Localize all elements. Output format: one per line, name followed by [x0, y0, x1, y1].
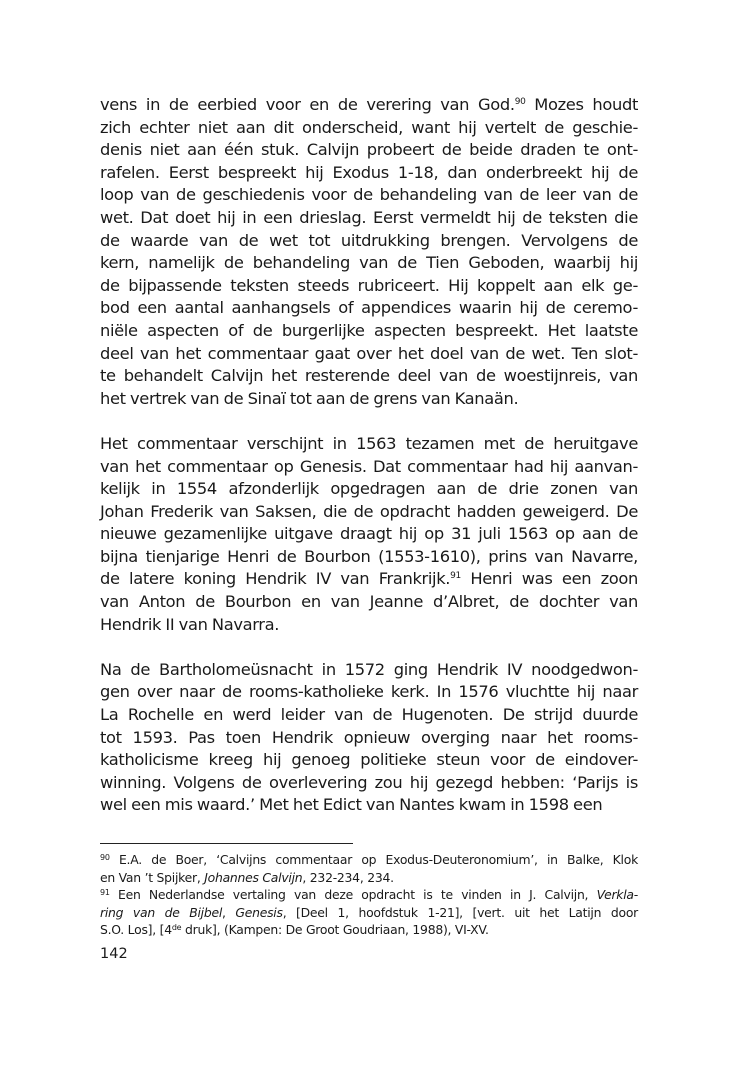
- text-line: winning. Volgens de overlevering zou hij gezegd hebben: ‘Parijs is: [100, 772, 638, 792]
- footnote-italic-title: Verkla-: [596, 887, 638, 903]
- footnote-text: en Van ’t Spijker,: [100, 869, 205, 885]
- text-line: bod een aantal aanhangsels of appendices waarin hij de ceremo-: [100, 298, 638, 318]
- text-line: rafelen. Eerst bespreekt hij Exodus 1-18, dan onderbreekt hij de: [100, 162, 638, 182]
- text-segment: vens in de eerbied voor en de verering van God.: [100, 95, 515, 114]
- text-line: van het commentaar op Genesis. Dat commentaar had hij aanvan-: [100, 456, 638, 476]
- footnote-text: Een Nederlandse vertaling van deze opdracht is te vinden in J. Calvijn,: [109, 887, 597, 903]
- footnote-text: , 232-234, 234.: [302, 869, 394, 885]
- text-line: het vertrek van de Sinaï tot aan de grens van Kanaän.: [100, 388, 519, 408]
- text-line: tot 1593. Pas toen Hendrik opnieuw overging naar het rooms-: [100, 727, 638, 747]
- text-line: Hendrik II van Navarra.: [100, 614, 280, 634]
- text-line: de bijpassende teksten steeds rubriceert. Hij koppelt aan elk ge-: [100, 275, 638, 295]
- text-line: denis niet aan één stuk. Calvijn probeert de beide draden te ont-: [100, 140, 638, 160]
- text-line: nieuwe gezamenlijke uitgave draagt hij op 31 juli 1563 op aan de: [100, 524, 638, 544]
- footnote-italic-title: Johannes Calvijn: [204, 869, 303, 885]
- footnote-number: 91: [100, 888, 110, 898]
- footnote-text: , [Deel 1, hoofdstuk 1-21], [vert. uit het Latijn door: [282, 904, 638, 920]
- paragraph-2: [100, 433, 638, 636]
- footnote-italic-title: ring van de Bijbel: [100, 904, 223, 920]
- footnote-italic-title: Genesis: [235, 904, 283, 920]
- footnote-text: ,: [222, 904, 236, 920]
- text-line: bijna tienjarige Henri de Bourbon (1553-1610), prins van Navarre,: [100, 546, 638, 566]
- text-line: de waarde van de wet tot uitdrukking brengen. Vervolgens de: [100, 230, 638, 250]
- text-line: zich echter niet aan dit onderscheid, want hij vertelt de geschie-: [100, 117, 638, 137]
- text-line: niële aspecten of de burgerlijke aspecten bespreekt. Het laatste: [100, 320, 638, 340]
- page-number: 142: [100, 946, 128, 962]
- footnote-text: S.O. Los], [4: [100, 922, 172, 938]
- text-line: [100, 568, 638, 591]
- text-line: kelijk in 1554 afzonderlijk opgedragen aan de drie zonen van: [100, 479, 638, 499]
- footnotes: [100, 851, 638, 939]
- text-line: van Anton de Bourbon en van Jeanne d’Albret, de dochter van: [100, 592, 638, 612]
- paragraph-1: [100, 94, 638, 410]
- text-line: wel een mis waard.’ Met het Edict van Nantes kwam in 1598 een: [100, 795, 603, 815]
- footnote-reference[interactable]: 91: [450, 571, 461, 582]
- text-line: Na de Bartholomeüsnacht in 1572 ging Hendrik IV noodgedwon-: [100, 659, 638, 679]
- footnote-divider: [100, 843, 353, 844]
- footnote-number: 90: [100, 853, 110, 862]
- footnote-superscript: de: [171, 923, 182, 933]
- footnote-90-line-2: [100, 869, 638, 887]
- footnote-90-line-1: [100, 851, 638, 869]
- text-line: te behandelt Calvijn het resterende deel van de woestijnreis, van: [100, 366, 638, 386]
- text-segment: Henri was een zoon: [460, 569, 638, 589]
- text-line: [100, 94, 638, 117]
- text-line: wet. Dat doet hij in een drieslag. Eerst vermeldt hij de teksten die: [100, 207, 638, 227]
- footnote-91-line-3: [100, 921, 638, 939]
- body-text: [100, 94, 638, 840]
- text-line: deel van het commentaar gaat over het doel van de wet. Ten slot-: [100, 343, 638, 363]
- text-line: Johan Frederik van Saksen, die de opdracht hadden geweigerd. De: [100, 501, 638, 521]
- text-segment: Mozes houdt: [525, 95, 639, 114]
- paragraph-3: [100, 659, 638, 817]
- footnote-text: druk], (Kampen: De Groot Goudriaan, 1988), VI-XV.: [181, 922, 489, 938]
- text-line: La Rochelle en werd leider van de Hugenoten. De strijd duurde: [100, 705, 638, 725]
- footnote-reference[interactable]: 90: [514, 97, 526, 107]
- text-line: katholicisme kreeg hij genoeg politieke steun voor de eindover-: [100, 750, 638, 770]
- text-segment: de latere koning Hendrik IV van Frankrijk.: [100, 569, 451, 589]
- footnote-text: E.A. de Boer, ‘Calvijns commentaar op Exodus-Deuteronomium’, in Balke, Klok: [109, 852, 638, 867]
- text-line: loop van de geschiedenis voor de behandeling van de leer van de: [100, 185, 638, 205]
- text-line: kern, namelijk de behandeling van de Tien Geboden, waarbij hij: [100, 253, 638, 273]
- text-line: Het commentaar verschijnt in 1563 tezamen met de heruitgave: [100, 433, 638, 453]
- footnote-91-line-2: [100, 904, 638, 922]
- text-line: gen over naar de rooms-katholieke kerk. In 1576 vluchtte hij naar: [100, 682, 638, 702]
- footnote-91-line-1: [100, 886, 638, 904]
